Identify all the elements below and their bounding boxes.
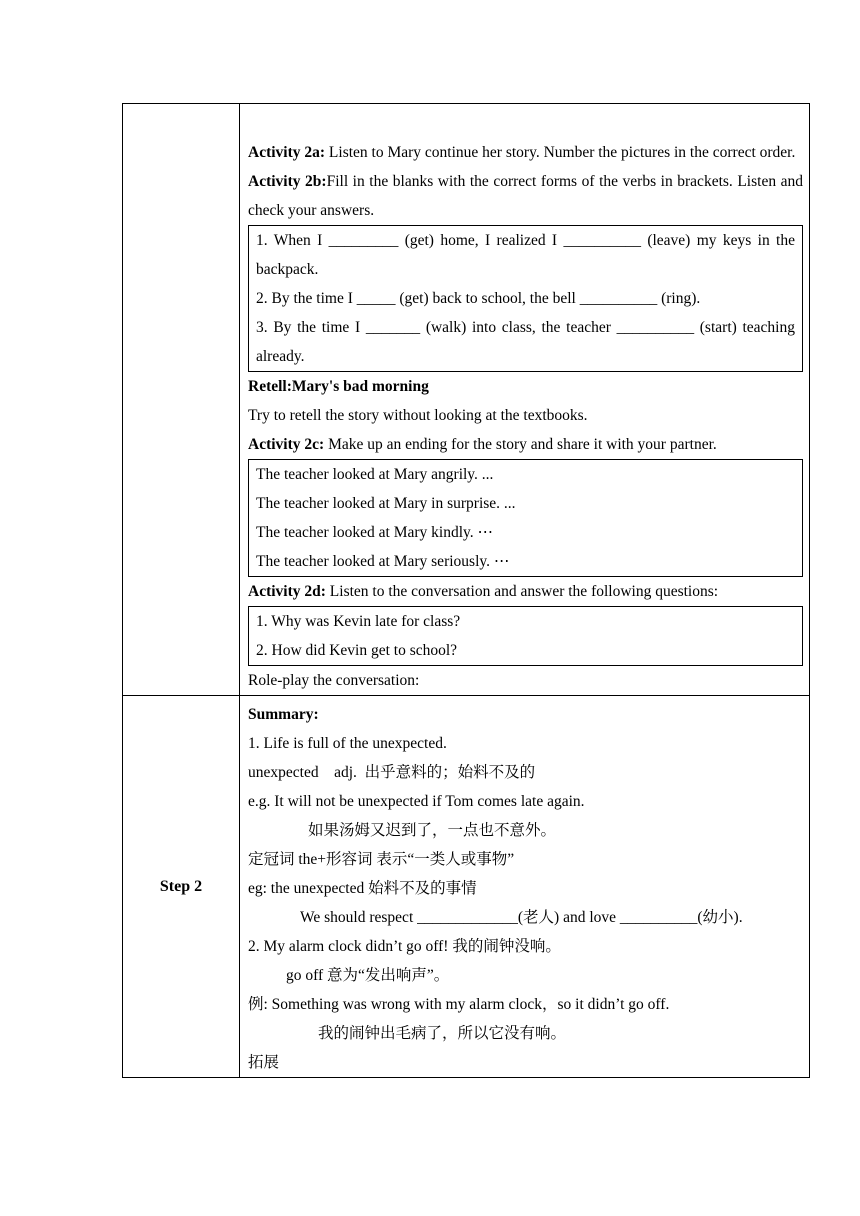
activity-2c-item: The teacher looked at Mary kindly. ⋯ [256, 524, 494, 541]
activities-content-cell [240, 104, 810, 696]
activity-2c-box [248, 459, 803, 577]
summary-line: 2. My alarm clock didn’t go off! 我的闹钟没响。 [248, 938, 561, 955]
activities-step-cell [123, 104, 240, 696]
retell-title: Retell:Mary's bad morning [248, 378, 429, 395]
activity-2b: Activity 2b:Fill in the blanks with the correct forms of the verbs in brackets. Listen and check your answers. [248, 173, 803, 219]
activity-2c-item: The teacher looked at Mary in surprise. ... [256, 495, 516, 512]
activity-2d-item: 1. Why was Kevin late for class? [256, 613, 461, 630]
activity-2d-box [248, 606, 803, 666]
activity-2b-item: 2. By the time I _____ (get) back to school, the bell __________ (ring). [256, 290, 701, 307]
summary-line: 1. Life is full of the unexpected. [248, 735, 447, 752]
summary-line: unexpected adj. 出乎意料的；始料不及的 [248, 764, 536, 781]
step2-row [123, 696, 810, 1078]
activity-2b-item: 1. When I _________ (get) home, I realized I __________ (leave) my keys in the backpack. [256, 232, 795, 278]
summary-line: eg: the unexpected 始料不及的事情 [248, 880, 477, 897]
activity-2d: Activity 2d: Listen to the conversation and answer the following questions: [248, 583, 719, 600]
activity-2c-item: The teacher looked at Mary angrily. ... [256, 466, 494, 483]
activities-row [123, 104, 810, 696]
summary-line: 拓展 [248, 1054, 280, 1071]
summary-title: Summary: [248, 706, 319, 723]
activity-2c: Activity 2c: Make up an ending for the story and share it with your partner. [248, 436, 717, 453]
activity-2b-box [248, 225, 803, 372]
summary-line: 定冠词 the+形容词 表示“一类人或事物” [248, 851, 515, 868]
summary-line: 例: Something was wrong with my alarm clock，so it didn’t go off. [248, 996, 670, 1013]
step2-content-cell [240, 696, 810, 1078]
activity-2b-item: 3. By the time I _______ (walk) into class, the teacher __________ (start) teaching already. [256, 319, 795, 365]
step2-label-cell [123, 696, 240, 1078]
summary-line: go off 意为“发出响声”。 [286, 967, 450, 984]
lesson-table [122, 103, 810, 1078]
activity-2a: Activity 2a: Listen to Mary continue her story. Number the pictures in the correct order. [248, 144, 796, 161]
step2-label: Step 2 [159, 877, 203, 895]
retell-text: Try to retell the story without looking at the textbooks. [248, 407, 588, 424]
roleplay-text: Role-play the conversation: [248, 672, 420, 689]
activity-2c-item: The teacher looked at Mary seriously. ⋯ [256, 553, 510, 570]
activity-2d-item: 2. How did Kevin get to school? [256, 642, 458, 659]
summary-line: 如果汤姆又迟到了，一点也不意外。 [308, 822, 557, 839]
summary-line: e.g. It will not be unexpected if Tom comes late again. [248, 793, 585, 810]
summary-line: 我的闹钟出毛病了，所以它没有响。 [318, 1025, 567, 1042]
summary-line: We should respect _____________(老人) and love __________(幼小). [300, 909, 743, 926]
